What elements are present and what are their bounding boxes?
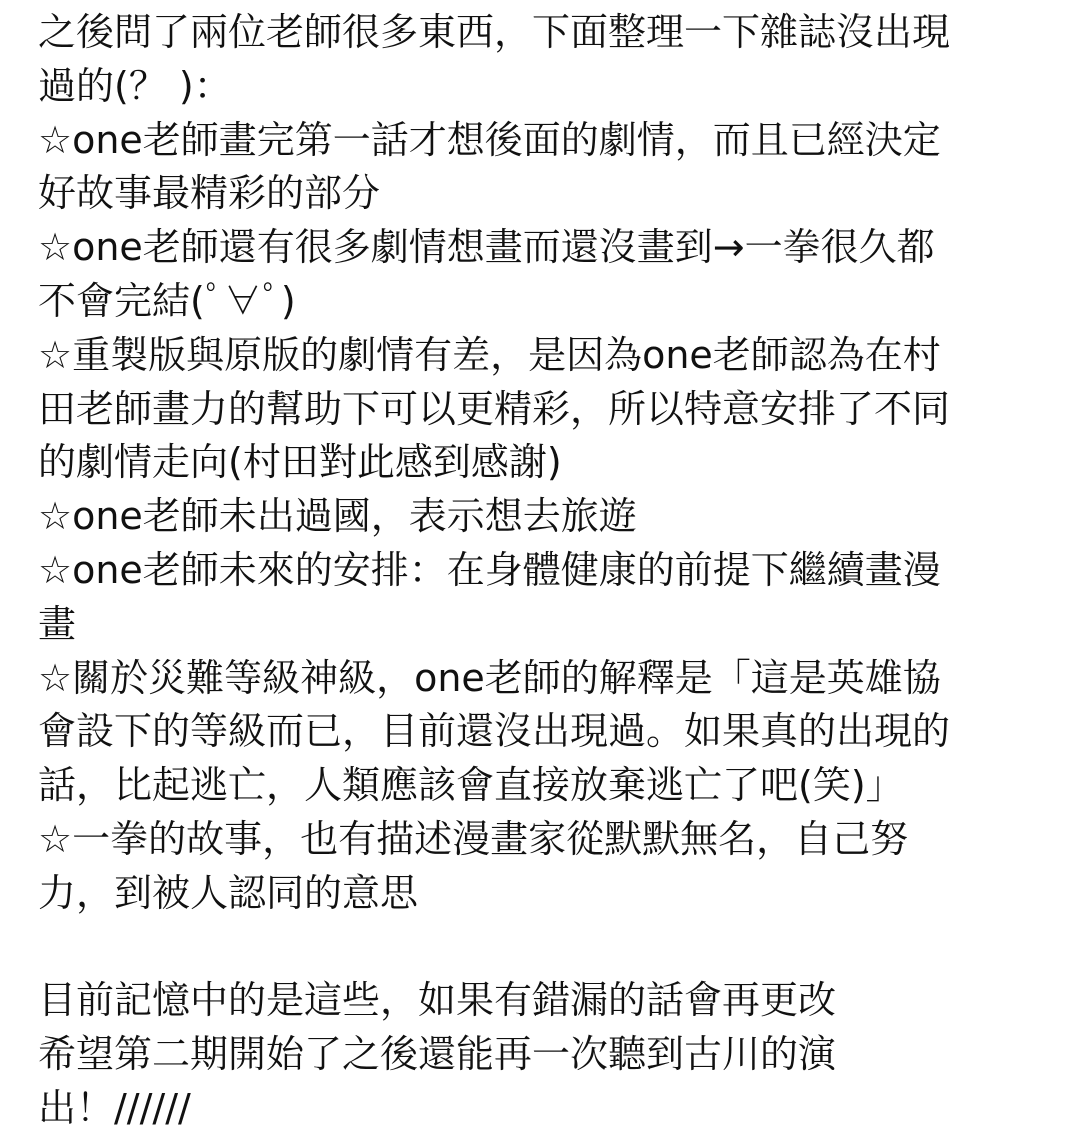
list-item-line: ☆one老師畫完第一話才想後面的劇情，而且已經決定 [38, 117, 941, 162]
list-item-line: 好故事最精彩的部分 [38, 171, 381, 216]
list-item-line: ☆關於災難等級神級，one老師的解釋是「這是英雄協 [38, 655, 941, 700]
list-item-line: ☆一拳的故事，也有描述漫畫家從默默無名，自己努 [38, 816, 909, 861]
list-item-line: 畫 [38, 601, 77, 646]
list-item-line: 力，到被人認同的意思 [38, 870, 419, 915]
paragraph-spacer [38, 921, 1048, 975]
list-item-line: 的劇情走向(村田對此感到感謝) [38, 440, 562, 485]
outro-line: 希望第二期開始了之後還能再一次聽到古川的演 [38, 1032, 837, 1077]
list-item-line: ☆one老師還有很多劇情想畫而還沒畫到→一拳很久都 [38, 225, 935, 270]
list-item [38, 114, 1048, 222]
list-item-line: 田老師畫力的幫助下可以更精彩，所以特意安排了不同 [38, 386, 951, 431]
list-item-line: 話，比起逃亡，人類應該會直接放棄逃亡了吧(笑)」 [38, 763, 904, 808]
list-item-line: ☆one老師未來的安排：在身體健康的前提下繼續畫漫 [38, 547, 941, 592]
outro-line: 出！////// [38, 1085, 191, 1130]
list-item [38, 329, 1048, 490]
list-item [38, 490, 1048, 544]
list-item-line: ☆one老師未出過國，表示想去旅遊 [38, 494, 637, 539]
intro-line: 過的(？ )： [38, 63, 232, 108]
list-item [38, 652, 1048, 813]
intro-line: 之後問了兩位老師很多東西，下面整理一下雜誌沒出現 [38, 10, 951, 54]
list-item-line: 會設下的等級而已，目前還沒出現過。如果真的出現的 [38, 709, 951, 754]
list-item-line: 不會完結(ﾟ∀ﾟ) [38, 278, 296, 323]
list-item [38, 544, 1048, 652]
post-body [38, 6, 1048, 1136]
list-item [38, 813, 1048, 921]
list-item-line: ☆重製版與原版的劇情有差，是因為one老師認為在村 [38, 332, 941, 377]
outro-line: 目前記憶中的是這些，如果有錯漏的話會再更改 [38, 978, 837, 1023]
list-item [38, 221, 1048, 329]
